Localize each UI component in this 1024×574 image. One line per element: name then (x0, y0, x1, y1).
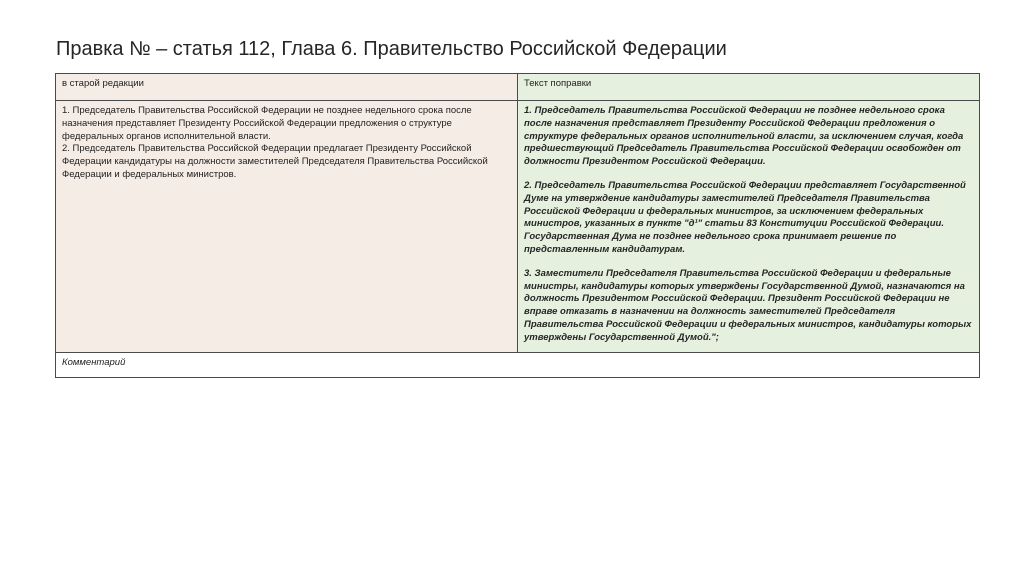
amendment-text-cell (518, 101, 980, 353)
header-row (56, 74, 980, 101)
new-paragraph-2: 2. Председатель Правительства Российской Федерации представляет Государственной Думе на утверждение кандидатуры заместителей Председателя Правительства Российской Федерации и федеральных министров, за исключением федеральных министров, указанных в пункте "д¹" статьи 83 Конституции Российской Федерации. Государственная Дума не позднее недельного срока принимает решение по представленным кандидатурам. (524, 179, 966, 255)
new-paragraph-1: 1. Председатель Правительства Российской Федерации не позднее недельного срока после назначения представляет Президенту Российской Федерации предложения о структуре федеральных органов исполнительной власти, за исключением случая, когда предшествующий Председатель Правительства Российской Федерации освобожден от должности Президентом Российской Федерации. (524, 105, 964, 168)
header-amendment-text: Текст поправки (518, 74, 980, 101)
old-paragraph-1: 1. Председатель Правительства Российской Федерации не позднее недельного срока после назначения представляет Президенту Российской Федерации предложения о структуре федеральных органов исполнительной власти. (62, 105, 472, 142)
comment-cell: Комментарий (56, 353, 980, 378)
old-paragraph-2: 2. Председатель Правительства Российской Федерации предлагает Президенту Российской Федерации кандидатуры на должности заместителей Председателя Правительства Российской Федерации и федеральных министров. (62, 143, 488, 180)
amendment-table (55, 73, 980, 378)
page-title: Правка № – статья 112, Глава 6. Правительство Российской Федерации (56, 38, 727, 60)
comment-row (56, 353, 980, 378)
header-old-edition: в старой редакции (56, 74, 518, 101)
new-paragraph-3: 3. Заместители Председателя Правительства Российской Федерации и федеральные министры, кандидатуры которых утверждены Государственной Думой, назначаются на должность Президентом Российской Федерации. Президент Российской Федерации не вправе отказать в назначении на должность заместителей Председателя Правительства Российской Федерации и федеральных министров, кандидатуры которых утверждены Государственной Думой."; (524, 267, 972, 343)
content-row (56, 101, 980, 353)
old-edition-cell (56, 101, 518, 353)
